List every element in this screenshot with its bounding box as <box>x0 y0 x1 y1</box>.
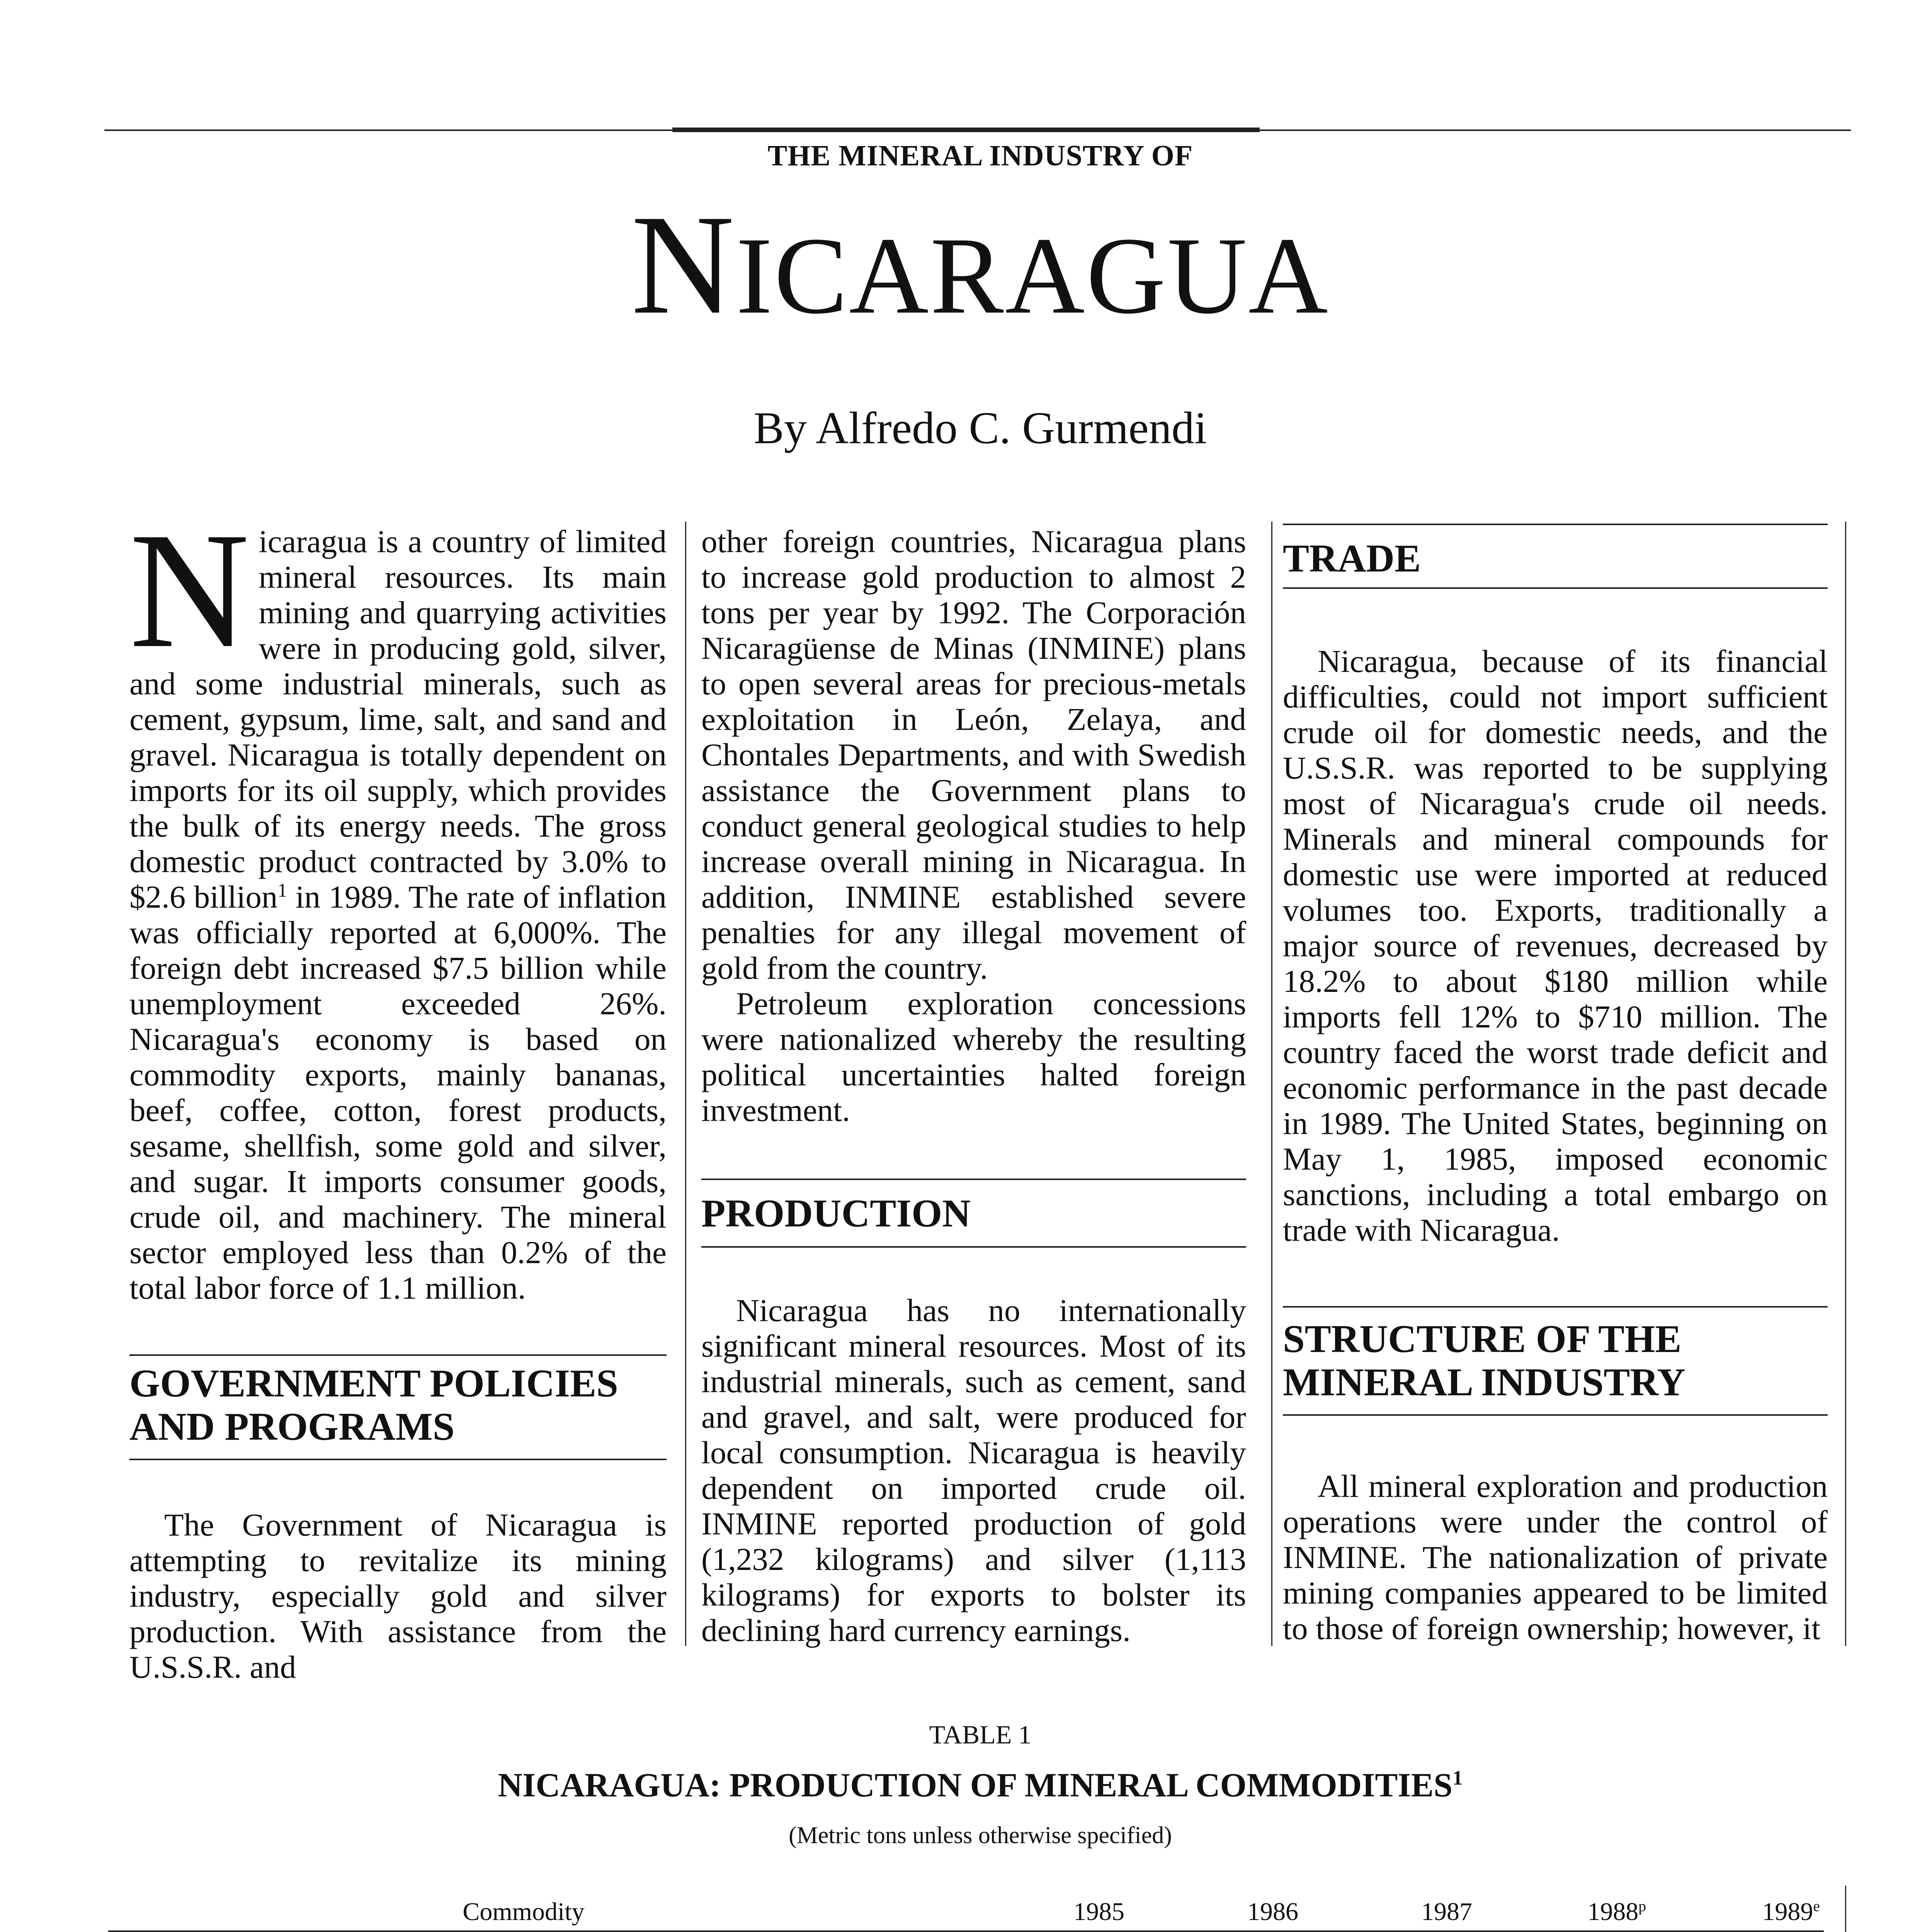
prod-heading-rule-bottom <box>701 1246 1246 1248</box>
header-1988-year: 1988 <box>1587 1898 1639 1926</box>
header-1985: 1985 <box>939 1893 1128 1932</box>
heading-trade: TRADE <box>1283 537 1421 580</box>
header-1988 <box>1476 1893 1650 1932</box>
trade-heading-rule-top <box>1283 524 1828 525</box>
header-commodity: Commodity <box>108 1893 939 1932</box>
byline: By Alfredo C. Gurmendi <box>753 403 1207 453</box>
production-paragraph <box>701 1293 1246 1648</box>
table-label: TABLE 1 <box>929 1720 1032 1749</box>
structure-paragraph-text: All mineral exploration and production operations were under the control of INMINE. The nationalization of private mining companies appeared to be limited to those of foreign ownership; however, it <box>1283 1468 1828 1646</box>
structure-paragraph <box>1283 1468 1828 1646</box>
trade-paragraph <box>1283 643 1828 1248</box>
production-table <box>108 1893 1824 1932</box>
column-2-text <box>701 524 1246 1128</box>
col2-para2: Petroleum exploration concessions were nationalized whereby the resulting political uncertainties halted foreign investment. <box>701 986 1246 1128</box>
gov-paragraph-text: The Government of Nicaragua is attempting to revitalize its mining industry, especially gold and silver production. With assistance from the U.S.S.R. and <box>129 1507 667 1685</box>
column-divider-2 <box>1271 522 1272 1646</box>
production-paragraph-text: Nicaragua has no internationally significant mineral resources. Most of its industrial minerals, such as cement, sand and gravel, and salt, were produced for local consumption. Nicaragua is heavily dependent on imported crude oil. INMINE reported production of gold (1,232 kilograms) and silver (1,113 kilograms) for exports to bolster its declining hard currency earnings. <box>701 1293 1246 1648</box>
header-1988-mark: p <box>1638 1898 1646 1915</box>
table-title <box>0 1766 1932 1805</box>
gov-heading-rule-bottom <box>129 1459 667 1460</box>
intro-footnote-ref: 1 <box>277 879 287 901</box>
table-subtitle: (Metric tons unless otherwise specified) <box>789 1822 1172 1849</box>
column-divider-1 <box>685 522 686 1646</box>
col2-para1: other foreign countries, Nicaragua plans to increase gold production to almost 2 tons per year by 1992. The Corporación Nicaragüense de Minas (INMINE) plans to open several areas for precious-metals exploitation in León, Zelaya, and Chontales Departments, and with Swedish assistance the Government plans to conduct general geological studies to help increase overall mining in Nicaragua. In addition, INMINE established severe penalties for any illegal movement of gold from the country. <box>701 524 1246 986</box>
table-title-footnote-ref: 1 <box>1452 1767 1463 1789</box>
heading-production: PRODUCTION <box>701 1192 971 1235</box>
header-1989-mark: e <box>1813 1898 1820 1915</box>
table-right-margin-line <box>1845 1886 1846 1932</box>
table-title-text: NICARAGUA: PRODUCTION OF MINERAL COMMODITIES <box>498 1767 1453 1804</box>
gov-paragraph <box>129 1507 667 1685</box>
heading-government-policies: GOVERNMENT POLICIES AND PROGRAMS <box>129 1362 618 1449</box>
drop-cap: N <box>129 498 250 682</box>
title-rest: ICARAGUA <box>736 214 1330 337</box>
gov-heading-rule-top <box>129 1354 667 1356</box>
header-1989-year: 1989 <box>1762 1898 1813 1926</box>
structure-heading-rule-top <box>1283 1306 1828 1308</box>
table-header-row <box>108 1893 1824 1932</box>
prod-heading-rule-top <box>701 1179 1246 1180</box>
column-1-intro <box>129 498 667 1306</box>
header-1986: 1986 <box>1128 1893 1302 1932</box>
heading-structure: STRUCTURE OF THE MINERAL INDUSTRY <box>1283 1317 1686 1404</box>
page-title <box>0 185 1932 344</box>
title-initial: N <box>631 185 736 344</box>
right-margin-line <box>1845 522 1846 1646</box>
header-1987: 1987 <box>1302 1893 1476 1932</box>
intro-text-end: in 1989. The rate of inflation was officially reported at 6,000%. The foreign debt increased $7.5 billion while unemployment exceeded 26%. Nicaragua's economy is based on commodity exports, mainly bananas, beef, coffee, cotton, forest products, sesame, shellfish, some gold and silver, and sugar. It imports consumer goods, crude oil, and machinery. The mineral sector employed less than 0.2% of the total labor force of 1.1 million. <box>129 879 667 1306</box>
intro-text: icaragua is a country of limited mineral resources. Its main mining and quarrying activities were in producing gold, silver, and some industrial minerals, such as cement, gypsum, lime, salt, and sand and gravel. Nicaragua is totally dependent on imports for its oil supply, which provides the bulk of its energy needs. The gross domestic product contracted by 3.0% to $2.6 billion <box>129 524 667 915</box>
top-rule-thick <box>672 128 1260 132</box>
header-1989 <box>1650 1893 1824 1932</box>
structure-heading-rule-bottom <box>1283 1414 1828 1416</box>
trade-heading-rule-bottom <box>1283 587 1828 589</box>
trade-paragraph-text: Nicaragua, because of its financial difficulties, could not import sufficient crude oil for domestic needs, and the U.S.S.R. was reported to be supplying most of Nicaragua's crude oil needs. Minerals and mineral compounds for domestic use were imported at reduced volumes too. Exports, traditionally a major source of revenues, decreased by 18.2% to about $180 million while imports fell 12% to $710 million. The country faced the worst trade deficit and economic performance in the past decade in 1989. The United States, beginning on May 1, 1985, imposed economic sanctions, including a total embargo on trade with Nicaragua. <box>1283 643 1828 1248</box>
title-kicker: THE MINERAL INDUSTRY OF <box>767 139 1193 172</box>
